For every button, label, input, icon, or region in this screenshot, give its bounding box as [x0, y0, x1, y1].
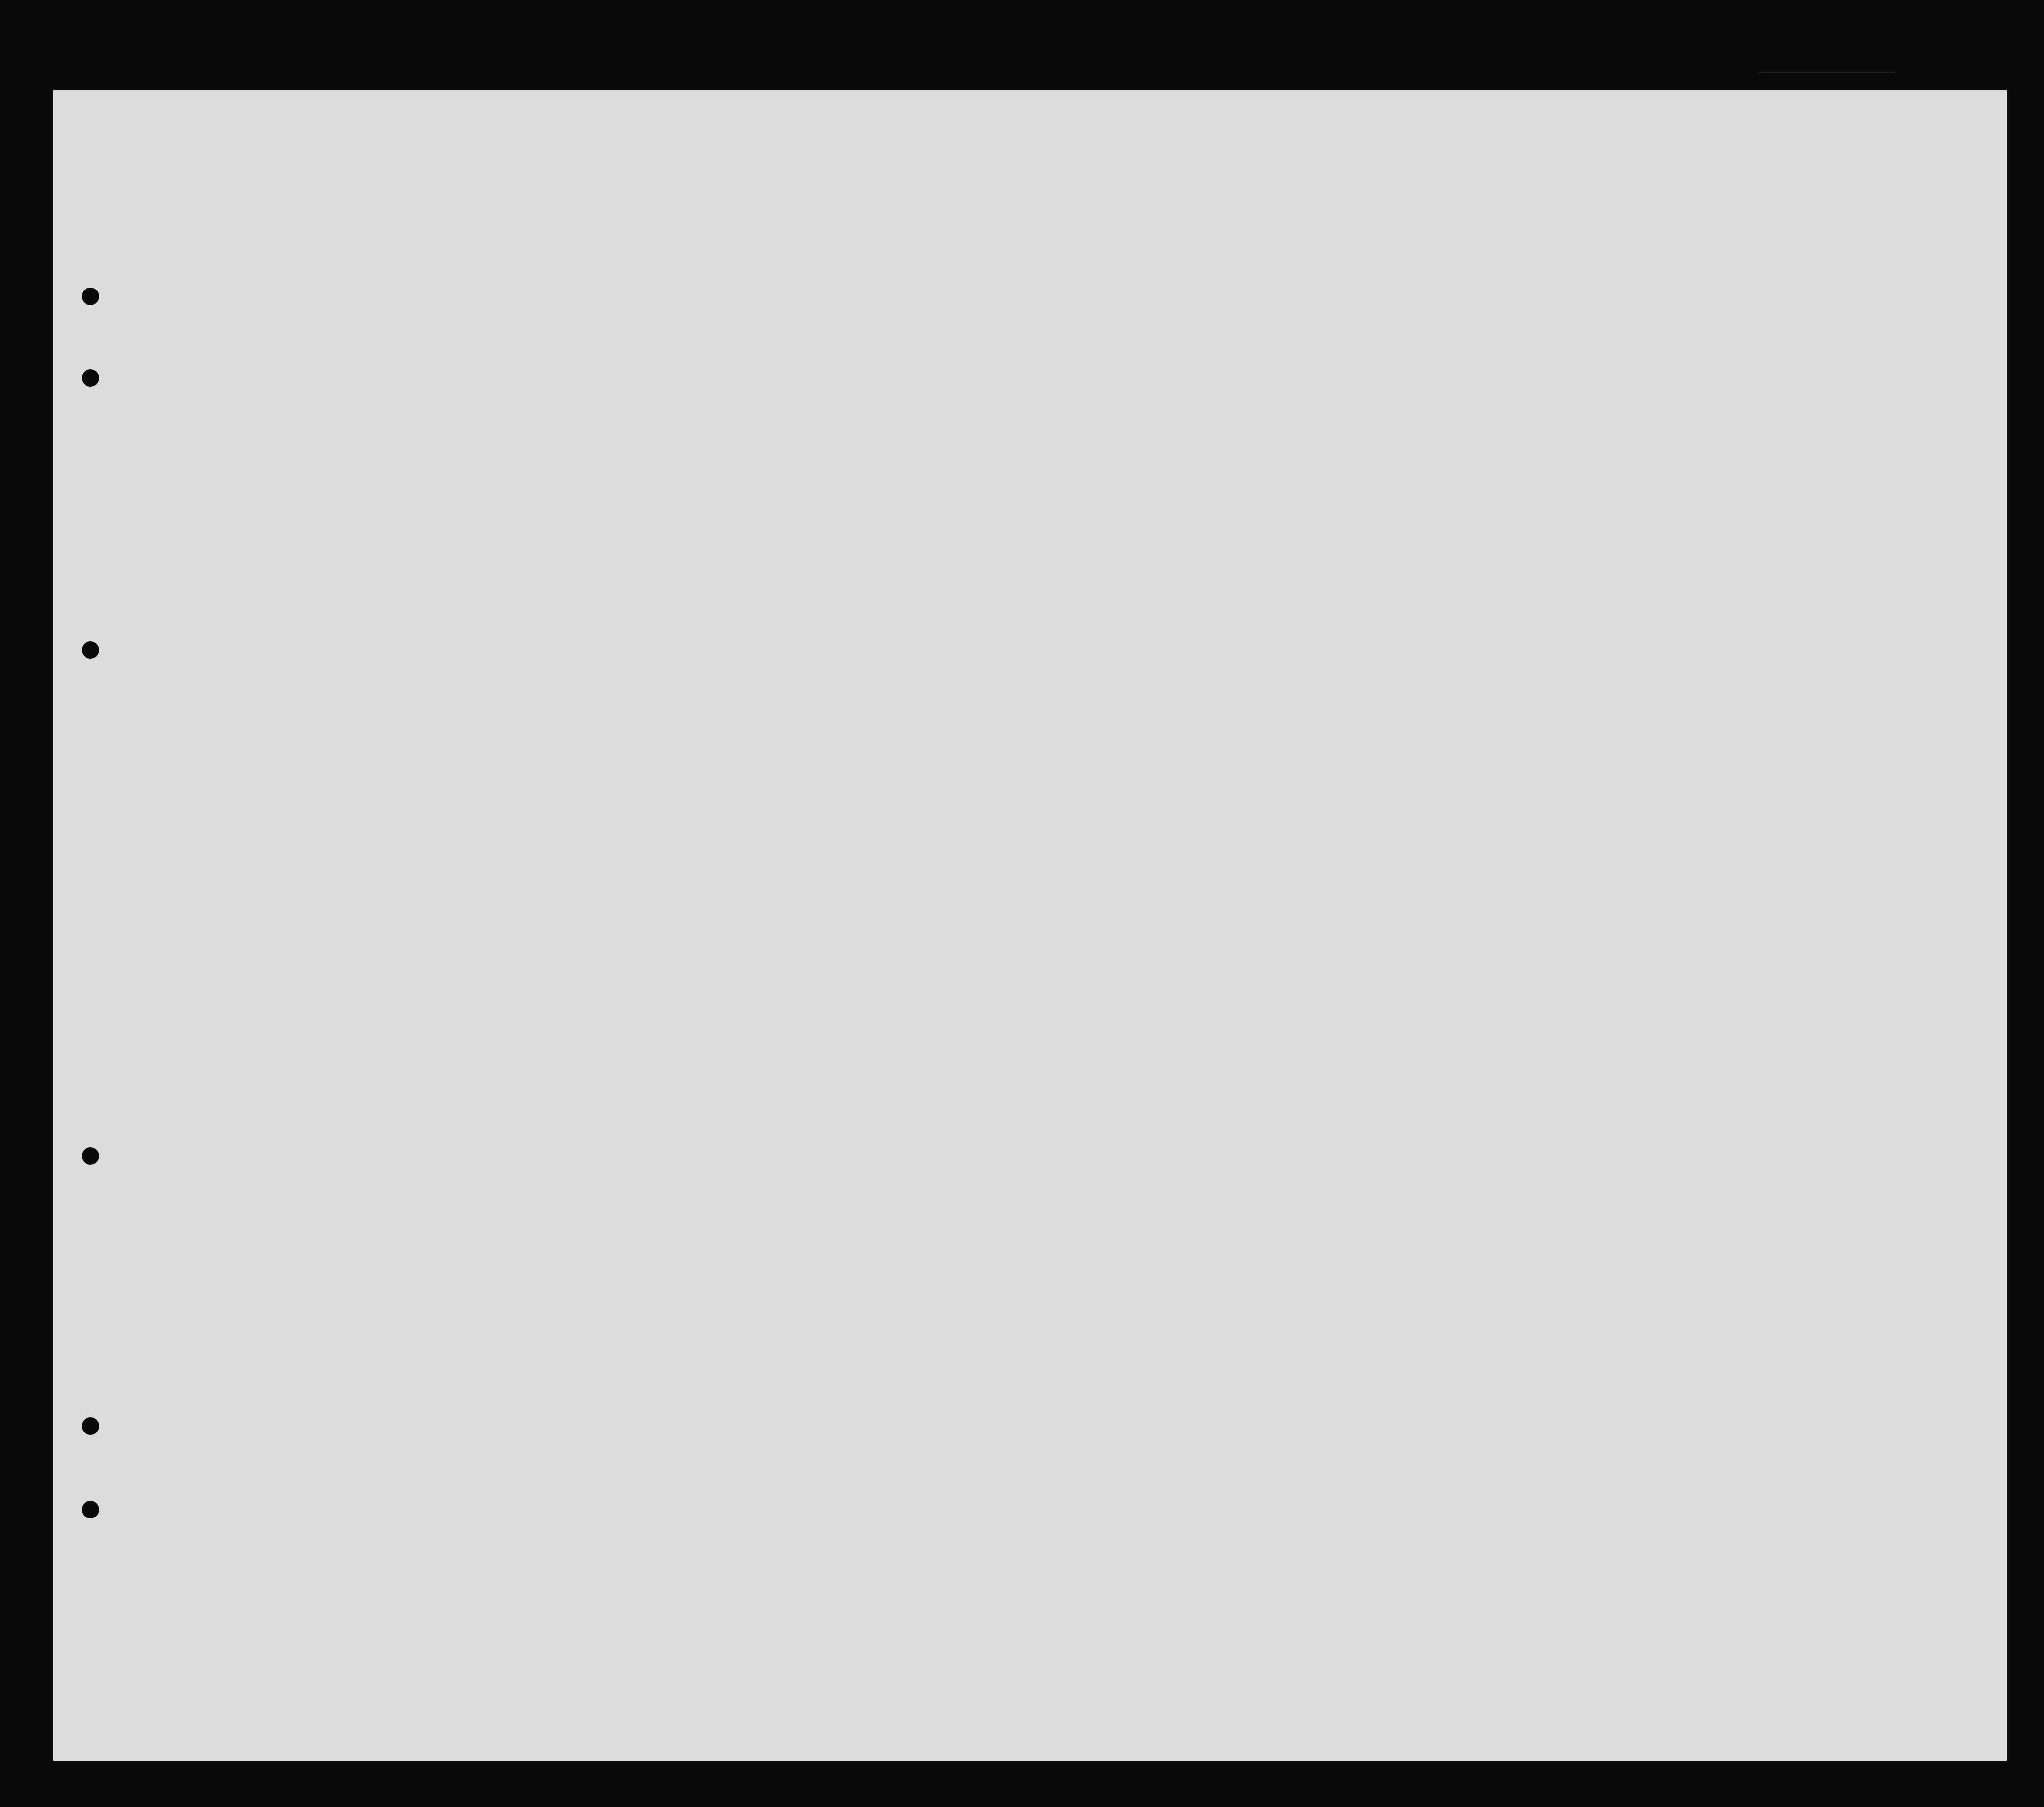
col30-header	[1478, 350, 1493, 486]
col24a-header	[1185, 374, 1206, 500]
col31-header	[1502, 350, 1517, 486]
col25-header	[1271, 350, 1300, 495]
col24c-header	[1234, 374, 1254, 500]
col29-header	[1439, 350, 1467, 495]
col28-header	[1391, 350, 1437, 495]
col24b-header	[1210, 374, 1229, 500]
